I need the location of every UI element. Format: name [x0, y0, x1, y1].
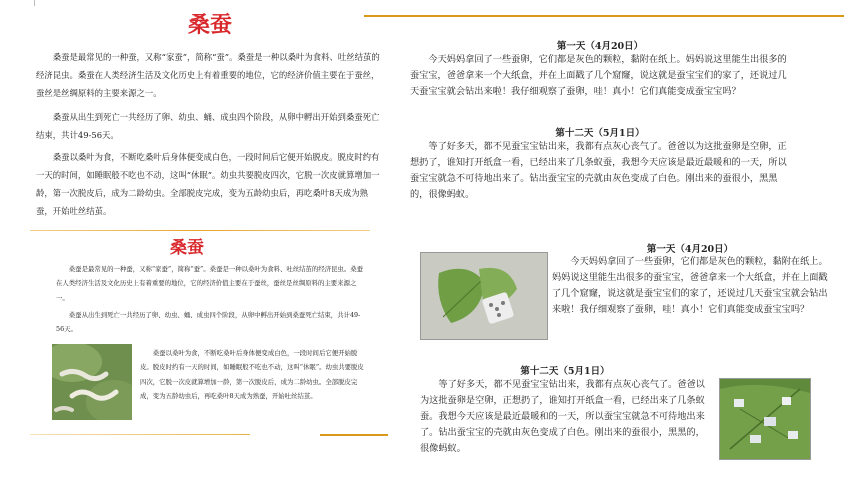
- diary-heading-day1: 第一天（4月20日）: [556, 41, 644, 52]
- eggs-on-leaf-photo: [420, 252, 548, 340]
- diary-text-day1: 今天妈妈拿回了一些蚕卵，它们都是灰色的颗粒，黏附在纸上。妈妈说这里能生出很多的蚕宝宝，爸爸拿来一个大纸盒，并在上面戳了几个窟窿，说这就是蚕宝宝们的家了，还说过几天蚕宝宝就会钻出来啦！我仔细观察了蚕卵，哇！真小！它们真能变成蚕宝宝吗？: [410, 54, 787, 97]
- document-title: 桑蚕: [187, 12, 232, 38]
- larvae-on-leaf-photo: [719, 378, 811, 460]
- small-molting-paragraph: 桑蚕以桑叶为食，不断吃桑叶后身体便变成白色，一段时间后它便开始脱皮。脱皮时约有一天的时间，如睡眠般不吃也不动，这叫“休眠”。幼虫共要脱皮四次，它脱一次皮就算增加一龄，第一次脱皮后，成为二龄幼虫。全部脱皮完成，变为五龄幼虫后，再吃桑叶8天成为熟蚕，开始吐丝结茧。: [140, 349, 364, 401]
- second-title: 桑蚕: [170, 238, 204, 258]
- bottom-rule-left: [30, 434, 250, 435]
- bottom-rule-accent: [320, 434, 388, 436]
- top-rule: [364, 15, 844, 17]
- diary-heading-day1-repeat: 第一天（4月20日）: [646, 244, 734, 255]
- diary-heading-day12: 第十二天（5月1日）: [555, 128, 645, 139]
- diary-text-day1-repeat: 今天妈妈拿回了一些蚕卵，它们都是灰色的颗粒，黏附在纸上。妈妈说这里能生出很多的蚕宝宝，爸爸拿来一个大纸盒，并在上面戳了几个窟窿，说这就是蚕宝宝们的家了，还说过几天蚕宝宝就会钻出来啦！我仔细观察了蚕卵，哇！真小！它们真能变成蚕宝宝吗？: [552, 256, 828, 315]
- divider-line: [30, 230, 370, 231]
- lifecycle-paragraph: 桑蚕从出生到死亡一共经历了卵、幼虫、蛹、成虫四个阶段，从卵中孵出开始到桑蚕死亡结束，共计49-56天。: [36, 112, 380, 140]
- diary-heading-day12-repeat: 第十二天（5月1日）: [520, 366, 610, 377]
- page-corner-mark: [34, 0, 41, 6]
- intro-paragraph: 桑蚕是最常见的一种蚕，又称“家蚕”，简称“蚕”。桑蚕是一种以桑叶为食料、吐丝结茧的经济昆虫。桑蚕在人类经济生活及文化历史上有着重要的地位，它的经济价值主要在于蚕丝，蚕丝是丝绸原料的主要来源之一。: [36, 52, 380, 98]
- molting-paragraph: 桑蚕以桑叶为食，不断吃桑叶后身体便变成白色，一段时间后它便开始脱皮。脱皮时约有一天的时间，如睡眠般不吃也不动，这叫“休眠”。幼虫共要脱皮四次，它脱一次皮就算增加一龄，第一次脱皮后，成为二龄幼虫。全部脱皮完成，变为五龄幼虫后，再吃桑叶8天成为熟蚕，开始吐丝结茧。: [36, 152, 380, 216]
- diary-text-day12-repeat: 等了好多天，都不见蚕宝宝钻出来，我都有点灰心丧气了。爸爸以为这批蚕卵是空卵，正想扔了，谁知打开纸盒一看，已经出来了几条蚁蚕。我想今天应该是最近最暖和的一天，所以蚕宝宝就急不可待地出来了。钻出蚕宝宝的壳就由灰色变成了白色。刚出来的蚕很小，黑黑的，很像蚂蚁。: [420, 379, 705, 454]
- small-lifecycle-paragraph: 桑蚕从出生到死亡一共经历了卵、幼虫、蛹、成虫四个阶段，从卵中孵出开始到桑蚕死亡结束，共计49-56天。: [56, 311, 361, 334]
- diary-text-day12: 等了好多天，都不见蚕宝宝钻出来，我都有点灰心丧气了。爸爸以为这批蚕卵是空卵，正想扔了，谁知打开纸盒一看，已经出来了几条蚁蚕，我想今天应该是最近最暖和的一天，所以蚕宝宝就急不可待地出来了。钻出蚕宝宝的壳就由灰色变成了白色。刚出来的蚕很小，黑黑的，很像蚂蚁。: [410, 141, 787, 200]
- silkworm-photo: [52, 344, 132, 420]
- small-intro-paragraph: 桑蚕是最常见的一种蚕，又称“家蚕”，简称“蚕”。桑蚕是一种以桑叶为食料、吐丝结茧的经济昆虫。桑蚕在人类经济生活及文化历史上有着重要的地位，它的经济价值主要在于蚕丝，蚕丝是丝绸原料的主要来源之一。: [56, 265, 364, 302]
